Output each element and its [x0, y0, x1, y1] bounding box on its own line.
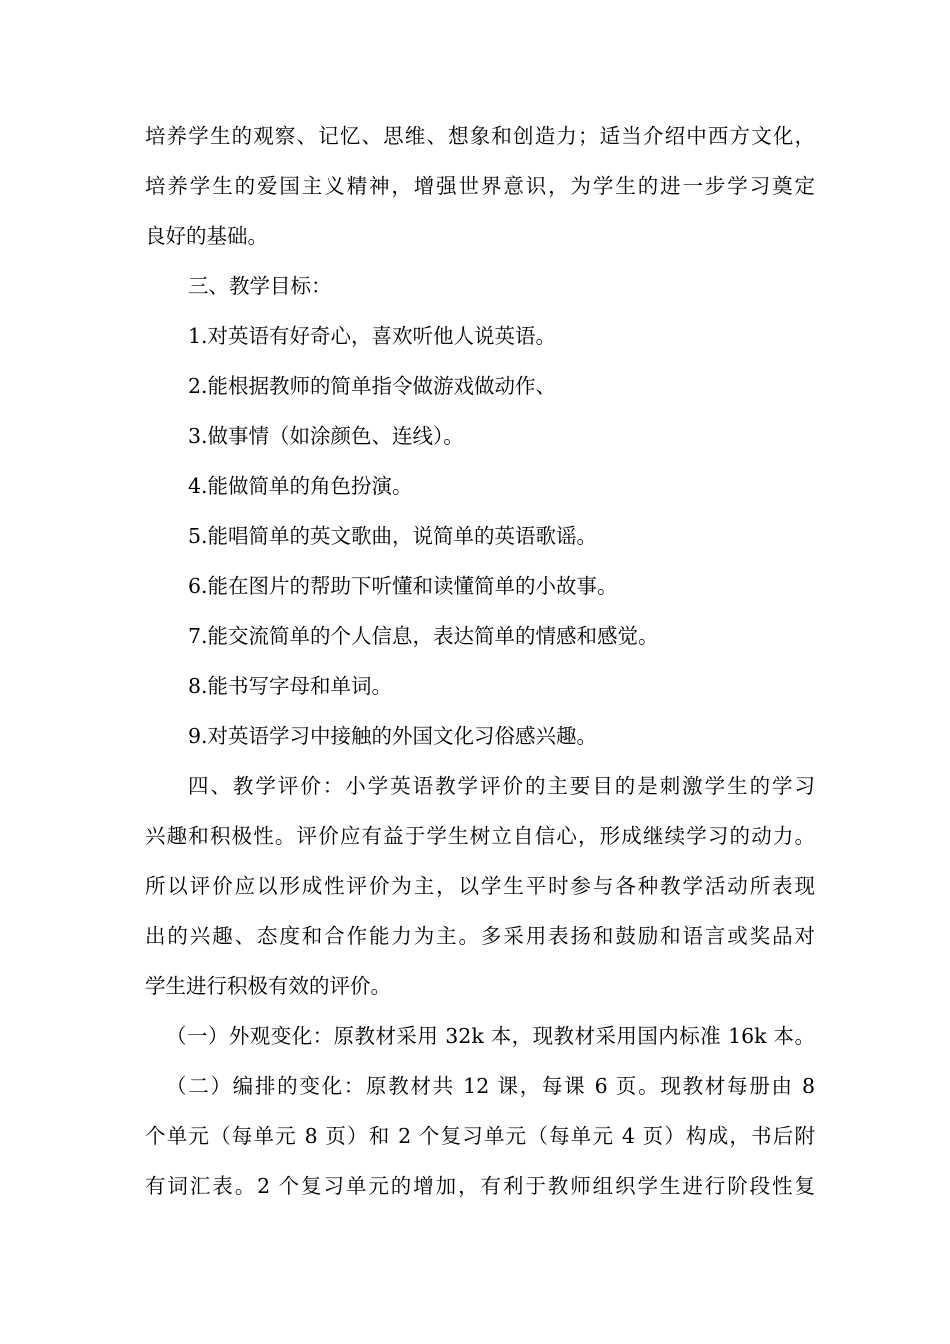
evaluation-paragraph-line-4: 出的兴趣、态度和合作能力为主。多采用表扬和鼓励和语言或奖品对	[145, 924, 815, 948]
evaluation-paragraph-line-1: 四、教学评价：小学英语教学评价的主要目的是刺激学生的学习	[188, 774, 815, 798]
evaluation-paragraph-line-2: 兴趣和积极性。评价应有益于学生树立自信心，形成继续学习的动力。	[145, 824, 815, 848]
goal-item-1: 1.对英语有好奇心，喜欢听他人说英语。	[188, 324, 557, 348]
intro-paragraph-line-1: 培养学生的观察、记忆、思维、想象和创造力；适当介绍中西方文化，	[145, 124, 815, 148]
goal-item-3: 3.做事情（如涂颜色、连线）。	[188, 424, 464, 448]
evaluation-paragraph-line-3: 所以评价应以形成性评价为主，以学生平时参与各种教学活动所表现	[145, 874, 815, 898]
evaluation-paragraph-line-5: 学生进行积极有效的评价。	[145, 974, 391, 998]
layout-change-line-2: 个单元（每单元 8 页）和 2 个复习单元（每单元 4 页）构成，书后附	[145, 1124, 815, 1148]
goal-item-8: 8.能书写字母和单词。	[188, 674, 393, 698]
intro-paragraph-line-3: 良好的基础。	[145, 224, 268, 248]
goal-item-4: 4.能做简单的角色扮演。	[188, 474, 413, 498]
layout-change-line-3: 有词汇表。2 个复习单元的增加，有利于教师组织学生进行阶段性复	[145, 1174, 815, 1198]
goal-item-9: 9.对英语学习中接触的外国文化习俗感兴趣。	[188, 724, 598, 748]
appearance-change-line: （一）外观变化：原教材采用 32k 本，现教材采用国内标准 16k 本。	[166, 1024, 815, 1048]
layout-change-line-1: （二）编排的变化：原教材共 12 课，每课 6 页。现教材每册由 8	[166, 1074, 815, 1098]
goal-item-7: 7.能交流简单的个人信息，表达简单的情感和感觉。	[188, 624, 659, 648]
goal-item-5: 5.能唱简单的英文歌曲，说简单的英语歌谣。	[188, 524, 598, 548]
section-heading-teaching-goals: 三、教学目标：	[188, 274, 332, 298]
goal-item-6: 6.能在图片的帮助下听懂和读懂简单的小故事。	[188, 574, 618, 598]
goal-item-2: 2.能根据教师的简单指令做游戏做动作、	[188, 374, 557, 398]
intro-paragraph-line-2: 培养学生的爱国主义精神，增强世界意识，为学生的进一步学习奠定	[145, 174, 815, 198]
